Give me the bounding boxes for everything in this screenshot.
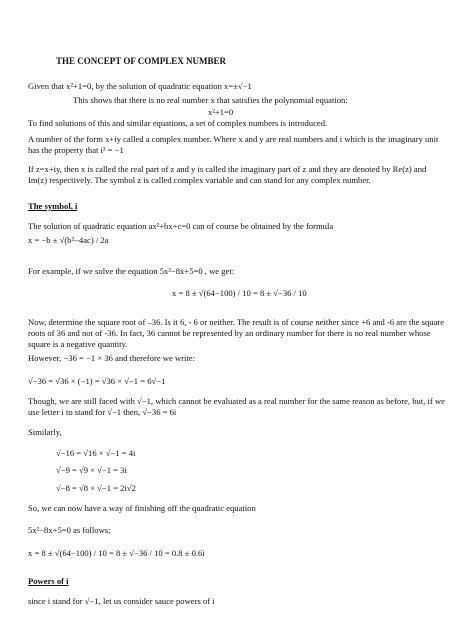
equation-similar-1: √−16 = √16 × √−1 = 4i [56, 448, 136, 458]
paragraph-since: since i stand for √−1, let us consider sauce powers of i [28, 596, 215, 606]
equation-final: x = 8 ± √(64−100) / 10 = 8 ± √−36 / 10 = 0.8 ± 0.6i [28, 548, 205, 558]
paragraph-given: Given that x²+1=0, by the solution of quadratic equation x=±√−1 [28, 81, 252, 91]
paragraph-similarly: Similarly, [28, 427, 62, 437]
equation-quadratic-formula: x = −b ± √(b²−4ac) / 2a [28, 235, 109, 245]
equation-similar-2: √−9 = √9 × √−1 = 3i [56, 465, 127, 475]
paragraph-though: Though, we are still faced with √−1, which cannot be evaluated as a real number for the same reason as before, but, if we use letter i to stand for √−1 then, √−36 = 6i [28, 396, 445, 417]
heading-powers: Powers of i [28, 576, 69, 586]
equation-x2: x²+1=0 [208, 107, 234, 117]
paragraph-if: If z=x+iy, then x is called the real part of z and y is called the imaginary part of z and they are denoted by Re(z) and Im(z) respectively. The symbol z is called complex variable and can stand for any complex number. [28, 164, 427, 185]
paragraph-form: A number of the form x+iy called a complex number. Where x and y are real numbers and i which is the imaginary unit has the property that i² = −1 [28, 134, 439, 155]
page-title: THE CONCEPT OF COMPLEX NUMBER [56, 56, 227, 66]
paragraph-so: So, we can now have a way of finishing off the quadratic equation [28, 503, 256, 513]
equation-similar-3: √−8 = √8 × √−1 = 2i√2 [56, 483, 136, 493]
equation-example: x = 8 ± √(64−100) / 10 = 8 ± √−36 / 10 [172, 288, 307, 298]
paragraph-solution: The solution of quadratic equation ax²+bx+c=0 can of course be obtained by the formula [28, 221, 334, 231]
paragraph-now: Now, determine the square root of –36. Is it 6, - 6 or neither. The result is of course neither since +6 and -6 are the square roots of 36 and not of -36. In fact, 36 cannot be represented by an ordinary number for there is no real number whose square is a negative quantity. [28, 317, 445, 349]
heading-symbol: The symbol, i [28, 201, 78, 211]
equation-sqrt36: √−36 = √36 × (−1) = √36 × √−1 = 6√−1 [28, 376, 166, 386]
paragraph-as: 5x²−8x+5=0 as follows; [28, 525, 111, 535]
paragraph-however: However, −36 = −1 × 36 and therefore we write: [28, 353, 195, 363]
paragraph-tofind: To find solutions of this and similar equations, a set of complex numbers is introduced. [28, 118, 328, 128]
paragraph-example: For example, if we solve the equation 5x²−8x+5=0 , we get: [28, 266, 235, 276]
paragraph-shows: This shows that there is no real number x that satisfies the polynomial equation: [73, 95, 348, 105]
